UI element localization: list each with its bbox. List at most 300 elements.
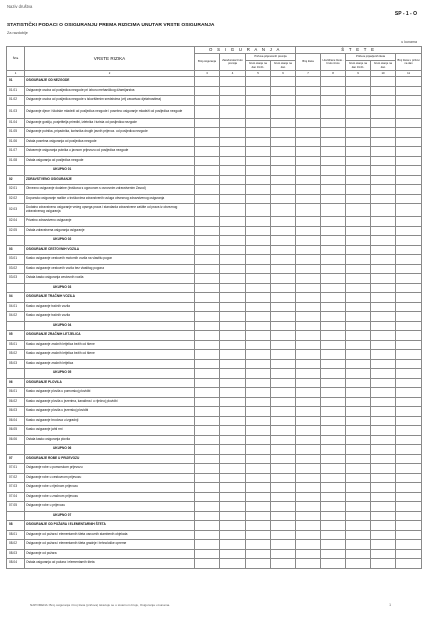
value-cell[interactable] (195, 464, 220, 474)
value-cell[interactable] (271, 321, 296, 331)
value-cell[interactable] (195, 397, 220, 407)
value-cell[interactable] (195, 293, 220, 303)
value-cell[interactable] (321, 245, 346, 255)
value-cell[interactable] (371, 559, 396, 569)
value-cell[interactable] (220, 464, 246, 474)
value-cell[interactable] (321, 416, 346, 426)
value-cell[interactable] (396, 502, 422, 512)
value-cell[interactable] (346, 502, 371, 512)
value-cell[interactable] (271, 312, 296, 322)
value-cell[interactable] (195, 359, 220, 369)
value-cell[interactable] (396, 255, 422, 265)
value-cell[interactable] (246, 340, 271, 350)
value-cell[interactable] (271, 96, 296, 106)
value-cell[interactable] (296, 156, 321, 166)
value-cell[interactable] (220, 378, 246, 388)
value-cell[interactable] (195, 369, 220, 379)
value-cell[interactable] (296, 530, 321, 540)
value-cell[interactable] (296, 492, 321, 502)
value-cell[interactable] (296, 559, 321, 569)
value-cell[interactable] (321, 464, 346, 474)
value-cell[interactable] (296, 416, 321, 426)
value-cell[interactable] (220, 204, 246, 217)
value-cell[interactable] (296, 511, 321, 521)
value-cell[interactable] (371, 511, 396, 521)
value-cell[interactable] (346, 397, 371, 407)
value-cell[interactable] (246, 492, 271, 502)
value-cell[interactable] (271, 369, 296, 379)
value-cell[interactable] (195, 530, 220, 540)
value-cell[interactable] (246, 302, 271, 312)
value-cell[interactable] (321, 378, 346, 388)
value-cell[interactable] (195, 118, 220, 128)
value-cell[interactable] (371, 86, 396, 96)
value-cell[interactable] (321, 559, 346, 569)
value-cell[interactable] (296, 473, 321, 483)
value-cell[interactable] (271, 255, 296, 265)
value-cell[interactable] (246, 217, 271, 227)
value-cell[interactable] (296, 397, 321, 407)
value-cell[interactable] (321, 226, 346, 236)
value-cell[interactable] (220, 521, 246, 531)
value-cell[interactable] (246, 118, 271, 128)
value-cell[interactable] (246, 175, 271, 185)
value-cell[interactable] (321, 283, 346, 293)
value-cell[interactable] (271, 464, 296, 474)
value-cell[interactable] (371, 194, 396, 204)
value-cell[interactable] (346, 511, 371, 521)
value-cell[interactable] (296, 86, 321, 96)
value-cell[interactable] (321, 312, 346, 322)
value-cell[interactable] (371, 226, 396, 236)
value-cell[interactable] (296, 340, 321, 350)
value-cell[interactable] (246, 137, 271, 147)
value-cell[interactable] (321, 454, 346, 464)
value-cell[interactable] (371, 147, 396, 157)
value-cell[interactable] (195, 312, 220, 322)
value-cell[interactable] (296, 445, 321, 455)
value-cell[interactable] (296, 312, 321, 322)
value-cell[interactable] (321, 397, 346, 407)
value-cell[interactable] (396, 435, 422, 445)
value-cell[interactable] (195, 175, 220, 185)
value-cell[interactable] (396, 426, 422, 436)
value-cell[interactable] (195, 350, 220, 360)
value-cell[interactable] (371, 445, 396, 455)
value-cell[interactable] (371, 350, 396, 360)
value-cell[interactable] (195, 426, 220, 436)
value-cell[interactable] (371, 397, 396, 407)
value-cell[interactable] (296, 378, 321, 388)
value-cell[interactable] (246, 283, 271, 293)
value-cell[interactable] (271, 194, 296, 204)
value-cell[interactable] (371, 369, 396, 379)
value-cell[interactable] (246, 77, 271, 87)
value-cell[interactable] (371, 293, 396, 303)
value-cell[interactable] (220, 226, 246, 236)
value-cell[interactable] (220, 194, 246, 204)
value-cell[interactable] (346, 105, 371, 118)
value-cell[interactable] (271, 445, 296, 455)
value-cell[interactable] (220, 128, 246, 138)
value-cell[interactable] (271, 175, 296, 185)
value-cell[interactable] (346, 559, 371, 569)
value-cell[interactable] (220, 175, 246, 185)
value-cell[interactable] (246, 245, 271, 255)
value-cell[interactable] (246, 194, 271, 204)
value-cell[interactable] (396, 359, 422, 369)
value-cell[interactable] (321, 340, 346, 350)
value-cell[interactable] (220, 118, 246, 128)
value-cell[interactable] (321, 293, 346, 303)
value-cell[interactable] (271, 128, 296, 138)
value-cell[interactable] (271, 204, 296, 217)
value-cell[interactable] (346, 194, 371, 204)
value-cell[interactable] (246, 416, 271, 426)
value-cell[interactable] (220, 445, 246, 455)
value-cell[interactable] (396, 350, 422, 360)
value-cell[interactable] (321, 118, 346, 128)
value-cell[interactable] (396, 312, 422, 322)
value-cell[interactable] (195, 454, 220, 464)
value-cell[interactable] (346, 274, 371, 284)
value-cell[interactable] (246, 511, 271, 521)
value-cell[interactable] (321, 185, 346, 195)
value-cell[interactable] (371, 502, 396, 512)
value-cell[interactable] (271, 245, 296, 255)
value-cell[interactable] (271, 511, 296, 521)
value-cell[interactable] (321, 540, 346, 550)
value-cell[interactable] (346, 445, 371, 455)
value-cell[interactable] (296, 128, 321, 138)
value-cell[interactable] (371, 473, 396, 483)
value-cell[interactable] (246, 236, 271, 246)
value-cell[interactable] (371, 331, 396, 341)
value-cell[interactable] (371, 302, 396, 312)
value-cell[interactable] (346, 118, 371, 128)
value-cell[interactable] (271, 166, 296, 176)
value-cell[interactable] (321, 264, 346, 274)
value-cell[interactable] (396, 77, 422, 87)
value-cell[interactable] (371, 255, 396, 265)
value-cell[interactable] (271, 331, 296, 341)
value-cell[interactable] (396, 559, 422, 569)
value-cell[interactable] (296, 147, 321, 157)
value-cell[interactable] (195, 445, 220, 455)
value-cell[interactable] (396, 194, 422, 204)
value-cell[interactable] (220, 86, 246, 96)
value-cell[interactable] (246, 388, 271, 398)
value-cell[interactable] (246, 426, 271, 436)
value-cell[interactable] (195, 226, 220, 236)
value-cell[interactable] (371, 435, 396, 445)
value-cell[interactable] (271, 236, 296, 246)
value-cell[interactable] (271, 359, 296, 369)
value-cell[interactable] (296, 464, 321, 474)
value-cell[interactable] (220, 77, 246, 87)
value-cell[interactable] (371, 321, 396, 331)
value-cell[interactable] (396, 166, 422, 176)
value-cell[interactable] (346, 530, 371, 540)
value-cell[interactable] (271, 435, 296, 445)
value-cell[interactable] (346, 137, 371, 147)
value-cell[interactable] (371, 283, 396, 293)
value-cell[interactable] (296, 283, 321, 293)
value-cell[interactable] (296, 137, 321, 147)
value-cell[interactable] (195, 388, 220, 398)
value-cell[interactable] (321, 388, 346, 398)
value-cell[interactable] (195, 245, 220, 255)
value-cell[interactable] (220, 540, 246, 550)
value-cell[interactable] (271, 426, 296, 436)
value-cell[interactable] (220, 407, 246, 417)
value-cell[interactable] (246, 521, 271, 531)
value-cell[interactable] (371, 340, 396, 350)
value-cell[interactable] (195, 283, 220, 293)
value-cell[interactable] (321, 445, 346, 455)
value-cell[interactable] (296, 388, 321, 398)
value-cell[interactable] (296, 331, 321, 341)
value-cell[interactable] (321, 86, 346, 96)
value-cell[interactable] (396, 128, 422, 138)
value-cell[interactable] (321, 128, 346, 138)
value-cell[interactable] (220, 359, 246, 369)
value-cell[interactable] (246, 378, 271, 388)
value-cell[interactable] (396, 293, 422, 303)
value-cell[interactable] (346, 473, 371, 483)
value-cell[interactable] (396, 397, 422, 407)
value-cell[interactable] (321, 175, 346, 185)
value-cell[interactable] (246, 255, 271, 265)
value-cell[interactable] (346, 464, 371, 474)
value-cell[interactable] (246, 96, 271, 106)
value-cell[interactable] (371, 166, 396, 176)
value-cell[interactable] (195, 185, 220, 195)
value-cell[interactable] (246, 321, 271, 331)
value-cell[interactable] (246, 147, 271, 157)
value-cell[interactable] (371, 156, 396, 166)
value-cell[interactable] (271, 86, 296, 96)
value-cell[interactable] (220, 166, 246, 176)
value-cell[interactable] (321, 331, 346, 341)
value-cell[interactable] (220, 255, 246, 265)
value-cell[interactable] (220, 350, 246, 360)
value-cell[interactable] (321, 407, 346, 417)
value-cell[interactable] (371, 530, 396, 540)
value-cell[interactable] (396, 340, 422, 350)
value-cell[interactable] (371, 245, 396, 255)
value-cell[interactable] (246, 502, 271, 512)
value-cell[interactable] (371, 175, 396, 185)
value-cell[interactable] (220, 388, 246, 398)
value-cell[interactable] (195, 340, 220, 350)
value-cell[interactable] (321, 530, 346, 540)
value-cell[interactable] (220, 274, 246, 284)
value-cell[interactable] (246, 204, 271, 217)
value-cell[interactable] (321, 369, 346, 379)
value-cell[interactable] (346, 435, 371, 445)
value-cell[interactable] (220, 530, 246, 540)
value-cell[interactable] (296, 302, 321, 312)
value-cell[interactable] (220, 549, 246, 559)
value-cell[interactable] (396, 236, 422, 246)
value-cell[interactable] (321, 274, 346, 284)
value-cell[interactable] (371, 426, 396, 436)
value-cell[interactable] (321, 483, 346, 493)
value-cell[interactable] (346, 407, 371, 417)
value-cell[interactable] (296, 483, 321, 493)
value-cell[interactable] (271, 492, 296, 502)
value-cell[interactable] (346, 77, 371, 87)
value-cell[interactable] (271, 397, 296, 407)
value-cell[interactable] (220, 369, 246, 379)
value-cell[interactable] (396, 226, 422, 236)
value-cell[interactable] (246, 312, 271, 322)
value-cell[interactable] (296, 226, 321, 236)
value-cell[interactable] (246, 445, 271, 455)
value-cell[interactable] (195, 416, 220, 426)
value-cell[interactable] (371, 416, 396, 426)
value-cell[interactable] (220, 236, 246, 246)
value-cell[interactable] (396, 245, 422, 255)
value-cell[interactable] (371, 105, 396, 118)
value-cell[interactable] (396, 137, 422, 147)
value-cell[interactable] (271, 378, 296, 388)
value-cell[interactable] (396, 105, 422, 118)
value-cell[interactable] (371, 540, 396, 550)
value-cell[interactable] (271, 137, 296, 147)
value-cell[interactable] (246, 473, 271, 483)
value-cell[interactable] (371, 454, 396, 464)
value-cell[interactable] (296, 255, 321, 265)
value-cell[interactable] (220, 426, 246, 436)
value-cell[interactable] (296, 194, 321, 204)
value-cell[interactable] (246, 454, 271, 464)
value-cell[interactable] (346, 236, 371, 246)
value-cell[interactable] (271, 118, 296, 128)
value-cell[interactable] (396, 156, 422, 166)
value-cell[interactable] (296, 426, 321, 436)
value-cell[interactable] (396, 445, 422, 455)
value-cell[interactable] (246, 185, 271, 195)
value-cell[interactable] (321, 255, 346, 265)
value-cell[interactable] (246, 397, 271, 407)
value-cell[interactable] (371, 128, 396, 138)
value-cell[interactable] (396, 511, 422, 521)
value-cell[interactable] (346, 378, 371, 388)
value-cell[interactable] (346, 331, 371, 341)
value-cell[interactable] (396, 274, 422, 284)
value-cell[interactable] (246, 264, 271, 274)
value-cell[interactable] (346, 156, 371, 166)
value-cell[interactable] (220, 217, 246, 227)
value-cell[interactable] (396, 369, 422, 379)
value-cell[interactable] (296, 217, 321, 227)
value-cell[interactable] (296, 274, 321, 284)
value-cell[interactable] (246, 86, 271, 96)
value-cell[interactable] (346, 340, 371, 350)
value-cell[interactable] (396, 388, 422, 398)
value-cell[interactable] (195, 492, 220, 502)
value-cell[interactable] (195, 549, 220, 559)
value-cell[interactable] (321, 492, 346, 502)
value-cell[interactable] (220, 397, 246, 407)
value-cell[interactable] (220, 137, 246, 147)
value-cell[interactable] (321, 137, 346, 147)
value-cell[interactable] (271, 302, 296, 312)
value-cell[interactable] (246, 530, 271, 540)
value-cell[interactable] (396, 331, 422, 341)
value-cell[interactable] (296, 96, 321, 106)
value-cell[interactable] (195, 77, 220, 87)
value-cell[interactable] (195, 96, 220, 106)
value-cell[interactable] (321, 549, 346, 559)
value-cell[interactable] (396, 473, 422, 483)
value-cell[interactable] (195, 559, 220, 569)
value-cell[interactable] (271, 388, 296, 398)
value-cell[interactable] (220, 105, 246, 118)
value-cell[interactable] (321, 147, 346, 157)
value-cell[interactable] (346, 128, 371, 138)
value-cell[interactable] (321, 302, 346, 312)
value-cell[interactable] (246, 435, 271, 445)
value-cell[interactable] (396, 283, 422, 293)
value-cell[interactable] (296, 350, 321, 360)
value-cell[interactable] (271, 530, 296, 540)
value-cell[interactable] (321, 359, 346, 369)
value-cell[interactable] (220, 293, 246, 303)
value-cell[interactable] (271, 147, 296, 157)
value-cell[interactable] (371, 217, 396, 227)
value-cell[interactable] (346, 521, 371, 531)
value-cell[interactable] (371, 312, 396, 322)
value-cell[interactable] (271, 226, 296, 236)
value-cell[interactable] (195, 331, 220, 341)
value-cell[interactable] (271, 283, 296, 293)
value-cell[interactable] (220, 264, 246, 274)
value-cell[interactable] (321, 77, 346, 87)
value-cell[interactable] (396, 96, 422, 106)
value-cell[interactable] (396, 185, 422, 195)
value-cell[interactable] (321, 511, 346, 521)
value-cell[interactable] (346, 454, 371, 464)
value-cell[interactable] (246, 166, 271, 176)
value-cell[interactable] (271, 293, 296, 303)
value-cell[interactable] (321, 156, 346, 166)
value-cell[interactable] (296, 359, 321, 369)
value-cell[interactable] (246, 105, 271, 118)
value-cell[interactable] (246, 369, 271, 379)
value-cell[interactable] (371, 483, 396, 493)
value-cell[interactable] (246, 331, 271, 341)
value-cell[interactable] (296, 245, 321, 255)
value-cell[interactable] (371, 492, 396, 502)
value-cell[interactable] (371, 274, 396, 284)
value-cell[interactable] (271, 483, 296, 493)
value-cell[interactable] (346, 388, 371, 398)
value-cell[interactable] (220, 340, 246, 350)
value-cell[interactable] (396, 118, 422, 128)
value-cell[interactable] (246, 483, 271, 493)
value-cell[interactable] (271, 540, 296, 550)
value-cell[interactable] (271, 350, 296, 360)
value-cell[interactable] (321, 105, 346, 118)
value-cell[interactable] (346, 549, 371, 559)
value-cell[interactable] (396, 530, 422, 540)
value-cell[interactable] (371, 549, 396, 559)
value-cell[interactable] (371, 388, 396, 398)
value-cell[interactable] (396, 549, 422, 559)
